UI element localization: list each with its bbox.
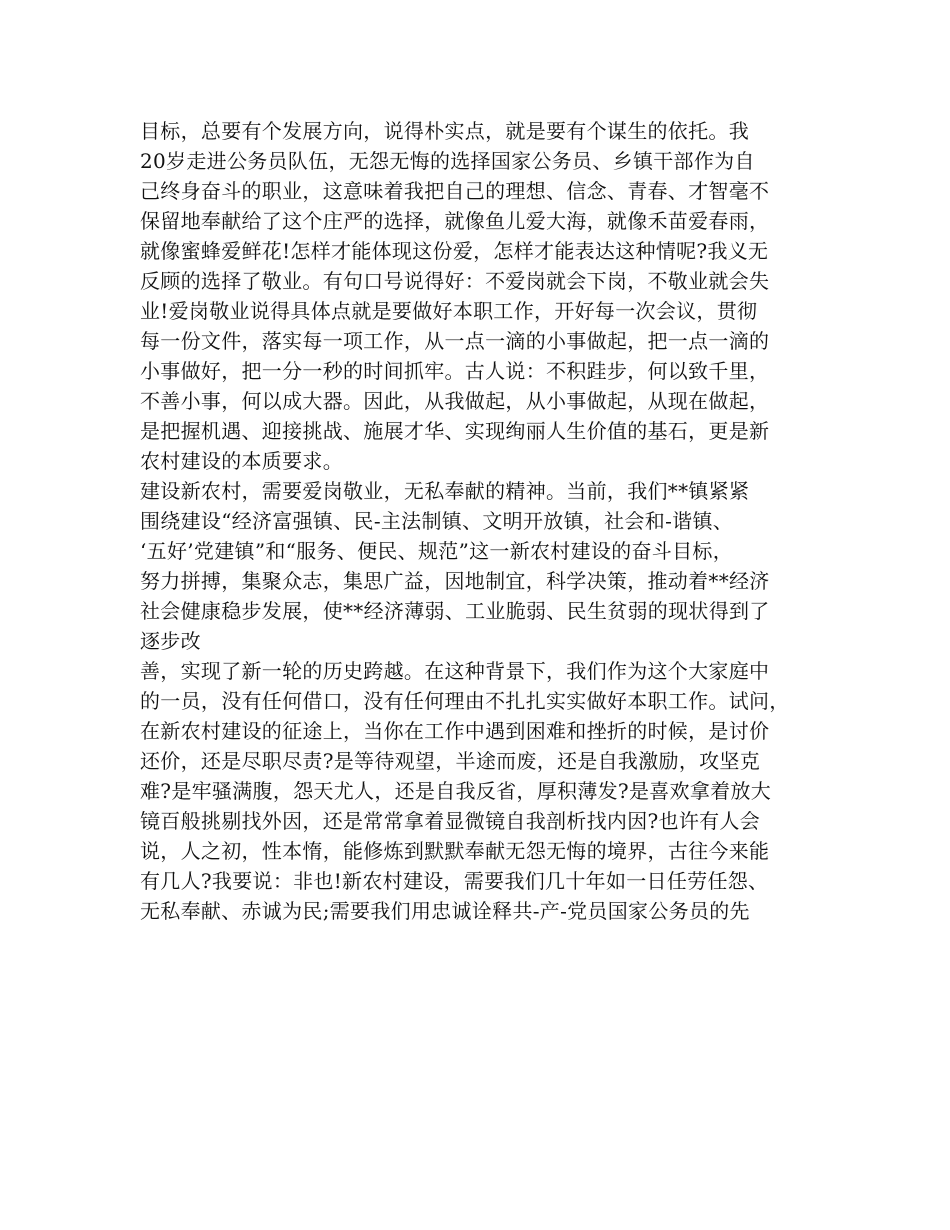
text-line: 善，实现了新一轮的历史跨越。在这种背景下，我们作为这个大家庭中 <box>140 659 770 683</box>
text-line: 不善小事，何以成大器。因此，从我做起，从小事做起，从现在做起， <box>140 389 770 413</box>
text-line: 难?是牢骚满腹，怨天尤人，还是自我反省，厚积薄发?是喜欢拿着放大 <box>140 779 772 803</box>
text-line: 农村建设的本质要求。 <box>140 449 343 473</box>
text-line: 保留地奉献给了这个庄严的选择，就像鱼儿爱大海，就像禾苗爱春雨， <box>140 209 770 233</box>
text-line: 努力拼搏，集聚众志，集思广益，因地制宜，科学决策，推动着**经济 <box>140 569 770 593</box>
text-line: 建设新农村，需要爱岗敬业，无私奉献的精神。当前，我们**镇紧紧 <box>140 479 750 503</box>
text-line: 还价，还是尽职尽责?是等待观望，半途而废，还是自我激励，攻坚克 <box>140 749 761 773</box>
text-line: 的一员，没有任何借口，没有任何理由不扎扎实实做好本职工作。试问， <box>140 689 790 713</box>
text-line: 有几人?我要说：非也!新农村建设，需要我们几十年如一日任劳任怨、 <box>140 869 769 893</box>
text-line: 目标，总要有个发展方向，说得朴实点，就是要有个谋生的依托。我 <box>140 119 749 143</box>
text-line: 业!爱岗敬业说得具体点就是要做好本职工作，开好每一次会议，贯彻 <box>140 299 758 323</box>
text-line: 无私奉献、赤诚为民;需要我们用忠诚诠释共-产-党员国家公务员的先 <box>140 899 750 923</box>
text-line: 己终身奋斗的职业，这意味着我把自己的理想、信念、青春、才智毫不 <box>140 179 770 203</box>
text-line: 是把握机遇、迎接挑战、施展才华、实现绚丽人生价值的基石，更是新 <box>140 419 770 443</box>
text-line: 反顾的选择了敬业。有句口号说得好：不爱岗就会下岗，不敬业就会失 <box>140 269 770 293</box>
text-line: 社会健康稳步发展，使**经济薄弱、工业脆弱、民生贫弱的现状得到了 <box>140 599 770 623</box>
text-line: 在新农村建设的征途上，当你在工作中遇到困难和挫折的时候，是讨价 <box>140 719 770 743</box>
text-line: 镜百般挑剔找外因，还是常常拿着显微镜自我剖析找内因?也许有人会 <box>140 809 761 833</box>
text-line: 逐步改 <box>140 629 201 653</box>
text-line: 小事做好，把一分一秒的时间抓牢。古人说：不积跬步，何以致千里， <box>140 359 770 383</box>
text-line: ‘五好’党建镇”和“服务、便民、规范”这一新农村建设的奋斗目标， <box>140 539 733 563</box>
document-body <box>140 116 830 926</box>
text-line: 20岁走进公务员队伍，无怨无悔的选择国家公务员、乡镇干部作为自 <box>140 149 755 173</box>
text-line: 围绕建设“经济富强镇、民-主法制镇、文明开放镇，社会和-谐镇、 <box>140 509 734 533</box>
text-line: 说，人之初，性本惰，能修炼到默默奉献无怨无悔的境界，古往今来能 <box>140 839 770 863</box>
text-line: 就像蜜蜂爱鲜花!怎样才能体现这份爱，怎样才能表达这种情呢?我义无 <box>140 239 769 263</box>
text-line: 每一份文件，落实每一项工作，从一点一滴的小事做起，把一点一滴的 <box>140 329 770 353</box>
